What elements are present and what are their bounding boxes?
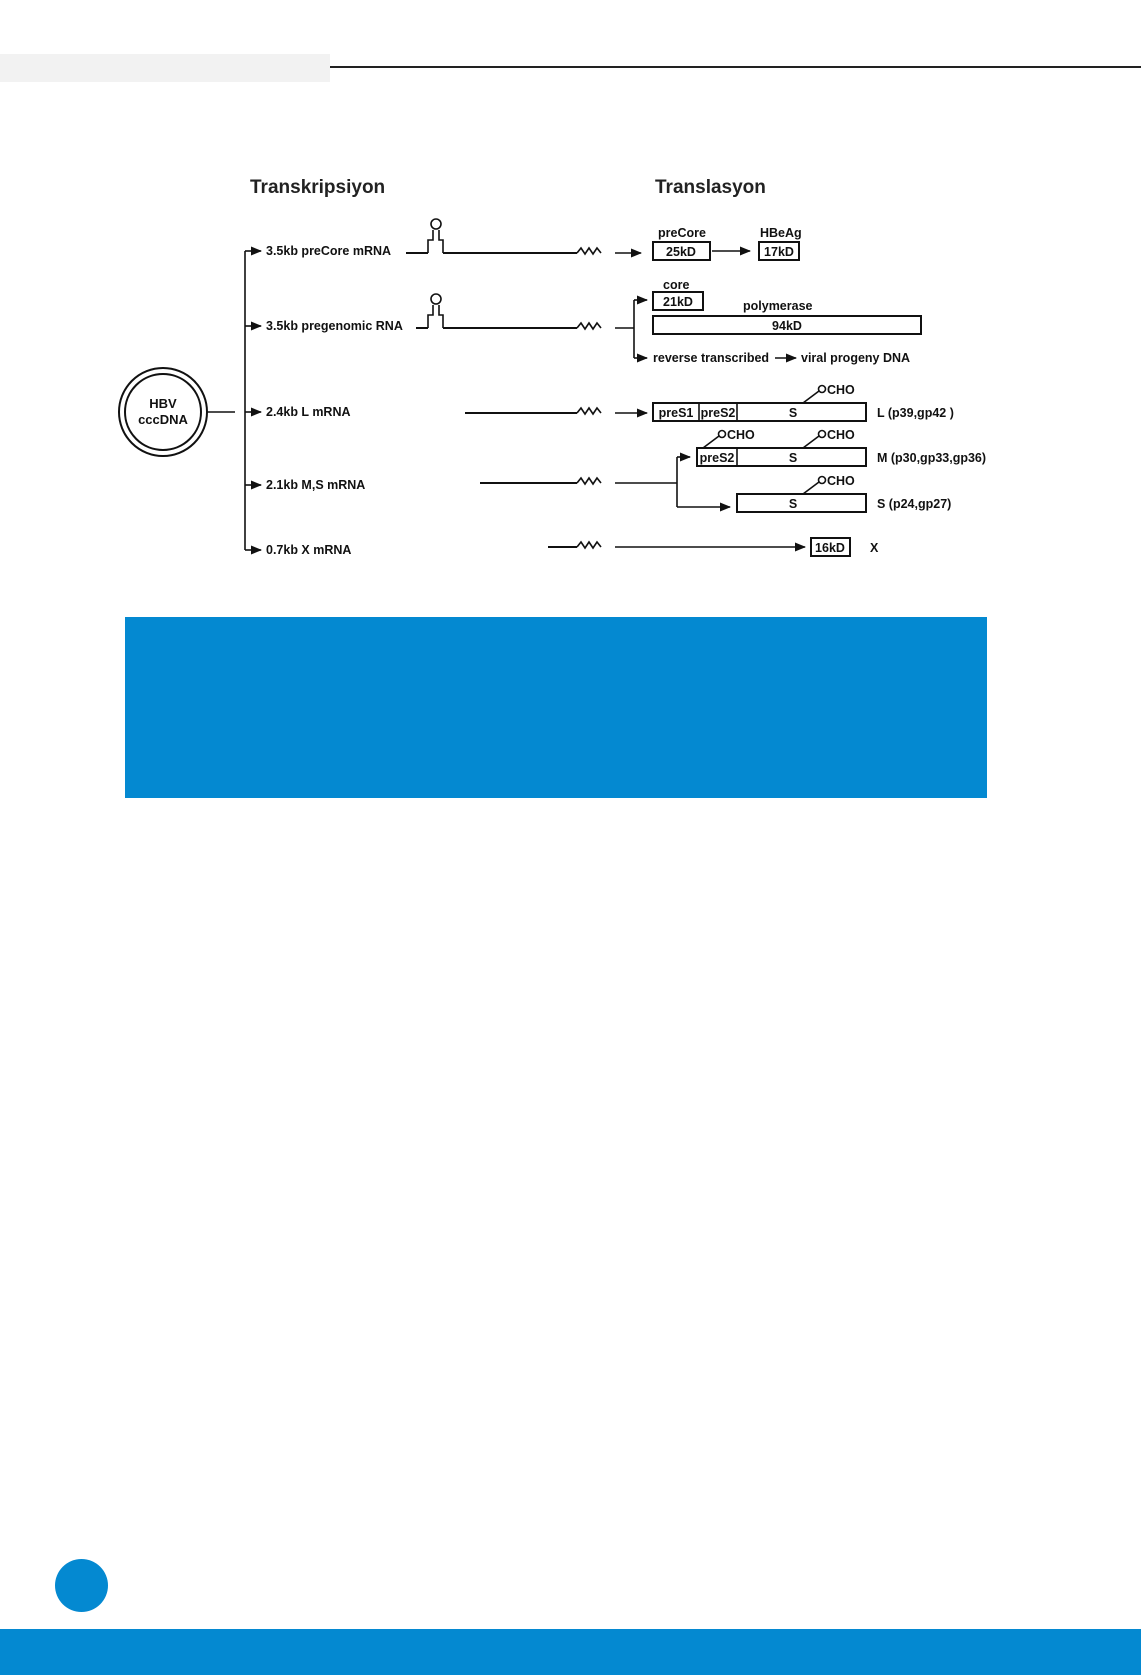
precore-name: preCore — [658, 226, 706, 240]
zigzag-icon — [577, 248, 601, 254]
s-cho-label: CHO — [827, 474, 855, 488]
glycan-icon — [803, 482, 819, 494]
zigzag-icon — [577, 478, 601, 484]
hbeag-box-label: 17kD — [764, 245, 794, 259]
caption-panel — [125, 617, 987, 798]
zigzag-icon — [577, 542, 601, 548]
transcript-label-x: 0.7kb X mRNA — [266, 543, 352, 557]
transcript-label-pregenomic: 3.5kb pregenomic RNA — [266, 319, 403, 333]
heading-translation: Translasyon — [655, 177, 766, 198]
core-name: core — [663, 278, 690, 292]
l-seg-pres1: preS1 — [658, 406, 694, 420]
m-cho-label-2: CHO — [827, 428, 855, 442]
reverse-transcribed-label: reverse transcribed — [653, 351, 770, 365]
cccdna-label-2: cccDNA — [138, 412, 188, 427]
transcript-label-l: 2.4kb L mRNA — [266, 405, 351, 419]
glycan-icon — [819, 477, 826, 484]
glycan-icon — [803, 436, 819, 448]
stem-loop-icon — [431, 219, 441, 229]
l-cho-label: CHO — [827, 383, 855, 397]
viral-progeny-label: viral progeny DNA — [801, 351, 911, 365]
page-number-dot — [55, 1559, 108, 1612]
s-protein-box — [737, 494, 866, 512]
x-protein-label: X — [870, 541, 879, 555]
l-seg-pres2: preS2 — [700, 406, 736, 420]
m-cho-label-1: CHO — [727, 428, 755, 442]
glycan-icon — [719, 431, 726, 438]
zigzag-icon — [577, 323, 601, 329]
s-seg-s: S — [788, 497, 798, 511]
header-tab — [0, 54, 330, 82]
polymerase-box-label: 94kD — [772, 319, 802, 333]
precore-box-label: 25kD — [666, 245, 696, 259]
l-protein-label: L (p39,gp42 ) — [877, 406, 954, 420]
glycan-icon — [703, 436, 719, 448]
glycan-icon — [819, 386, 826, 393]
m-seg-s: S — [788, 451, 798, 465]
zigzag-icon — [577, 408, 601, 414]
footer-bar — [0, 1629, 1141, 1675]
hbv-transcription-diagram — [110, 150, 1010, 590]
glycan-icon — [803, 391, 819, 403]
x-box-label: 16kD — [815, 541, 845, 555]
stem-loop-icon — [428, 305, 443, 328]
m-protein-label: M (p30,gp33,gp36) — [877, 451, 987, 465]
header-rule — [330, 66, 1141, 68]
stem-loop-icon — [431, 294, 441, 304]
cccdna-label-1: HBV — [149, 396, 177, 411]
l-seg-s: S — [788, 406, 798, 420]
m-seg-pres2: preS2 — [699, 451, 735, 465]
glycan-icon — [819, 431, 826, 438]
stem-loop-icon — [428, 230, 443, 253]
heading-transcription: Transkripsiyon — [250, 177, 386, 198]
polymerase-name: polymerase — [743, 299, 813, 313]
hbeag-name: HBeAg — [760, 226, 802, 240]
transcript-label-ms: 2.1kb M,S mRNA — [266, 478, 366, 492]
transcript-label-precore: 3.5kb preCore mRNA — [266, 244, 392, 258]
cccdna-circle — [119, 368, 207, 456]
s-protein-label: S (p24,gp27) — [877, 497, 952, 511]
core-box-label: 21kD — [663, 295, 693, 309]
